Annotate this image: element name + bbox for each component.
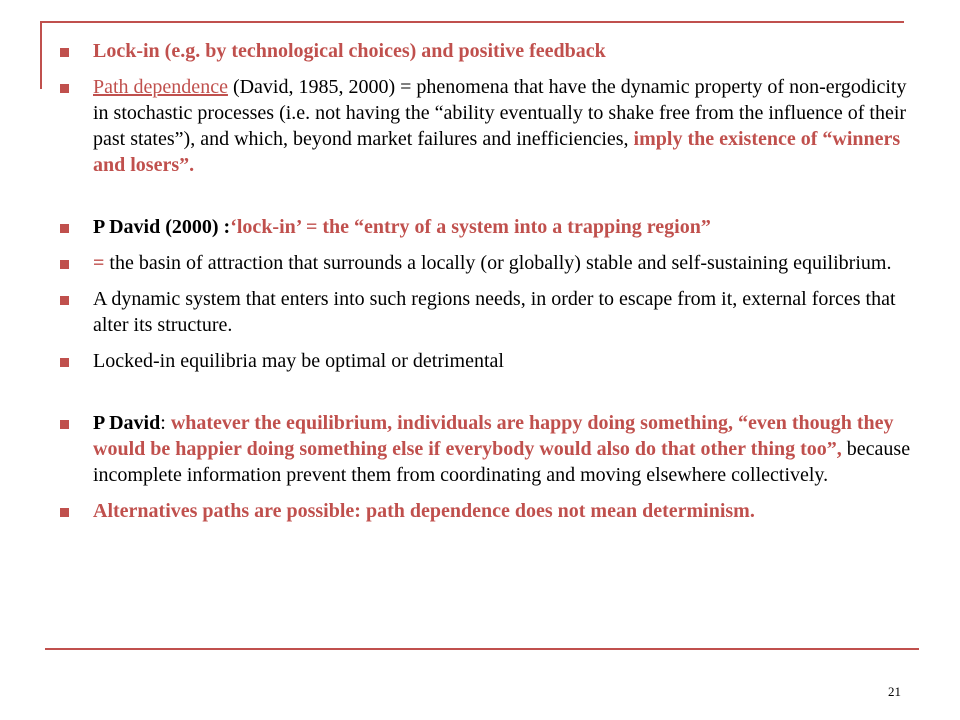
square-bullet-icon xyxy=(60,358,69,367)
equals-sign: = xyxy=(93,252,105,274)
page-number: 21 xyxy=(888,684,901,699)
left-rule xyxy=(40,21,42,89)
bullet-david-2000 xyxy=(58,214,918,240)
square-bullet-icon xyxy=(60,48,69,57)
bullet-basin xyxy=(58,250,918,276)
bullet-text: Lock-in (e.g. by technological choices) and positive feedback xyxy=(93,40,606,62)
bullet-lead: P David xyxy=(93,412,161,434)
top-rule xyxy=(40,21,904,23)
happy-highlight: whatever the equilibrium, individuals are happy doing something, “even though they would be happier doing something else if everybody would also do that other thing too”, xyxy=(93,412,894,460)
lock-in-quote: ‘lock-in’ = the “entry of a system into a trapping region” xyxy=(230,216,711,238)
bullet-text: Alternatives paths are possible: path dependence does not mean determinism. xyxy=(93,500,755,522)
bullet-dynamic-system xyxy=(58,286,918,338)
winners-losers-highlight: imply the existence of “winners and losers”. xyxy=(93,128,901,176)
bullet-path-dependence xyxy=(58,74,918,178)
square-bullet-icon xyxy=(60,260,69,269)
bullet-david-happy xyxy=(58,410,918,488)
bullet-text: (David, 1985, 2000) = phenomena that have the dynamic property of non-ergodicity in stochastic processes (i.e. not having the “ability eventually to shake free from the influence of their past states”), and which, beyond market failures and inefficiencies, xyxy=(93,76,907,150)
square-bullet-icon xyxy=(60,224,69,233)
bullet-text: the basin of attraction that surrounds a locally (or globally) stable and self-sustaining equilibrium. xyxy=(104,252,892,274)
square-bullet-icon xyxy=(60,420,69,429)
bullet-text: A dynamic system that enters into such regions needs, in order to escape from it, external forces that alter its structure. xyxy=(93,288,896,336)
bullet-text: because incomplete information prevent them from coordinating and moving elsewhere collectively. xyxy=(93,438,911,486)
bullet-alternatives xyxy=(58,498,918,524)
bottom-rule xyxy=(45,648,919,650)
bullet-lead: P David (2000) : xyxy=(93,216,231,238)
bullet-equilibria xyxy=(58,348,918,374)
bullet-lock-in xyxy=(58,38,918,64)
bullet-colon: : xyxy=(160,412,171,434)
bullet-text: Locked-in equilibria may be optimal or detrimental xyxy=(93,350,504,372)
square-bullet-icon xyxy=(60,296,69,305)
square-bullet-icon xyxy=(60,84,69,93)
bullet-list xyxy=(58,38,918,524)
square-bullet-icon xyxy=(60,508,69,517)
path-dependence-term: Path dependence xyxy=(93,76,228,98)
